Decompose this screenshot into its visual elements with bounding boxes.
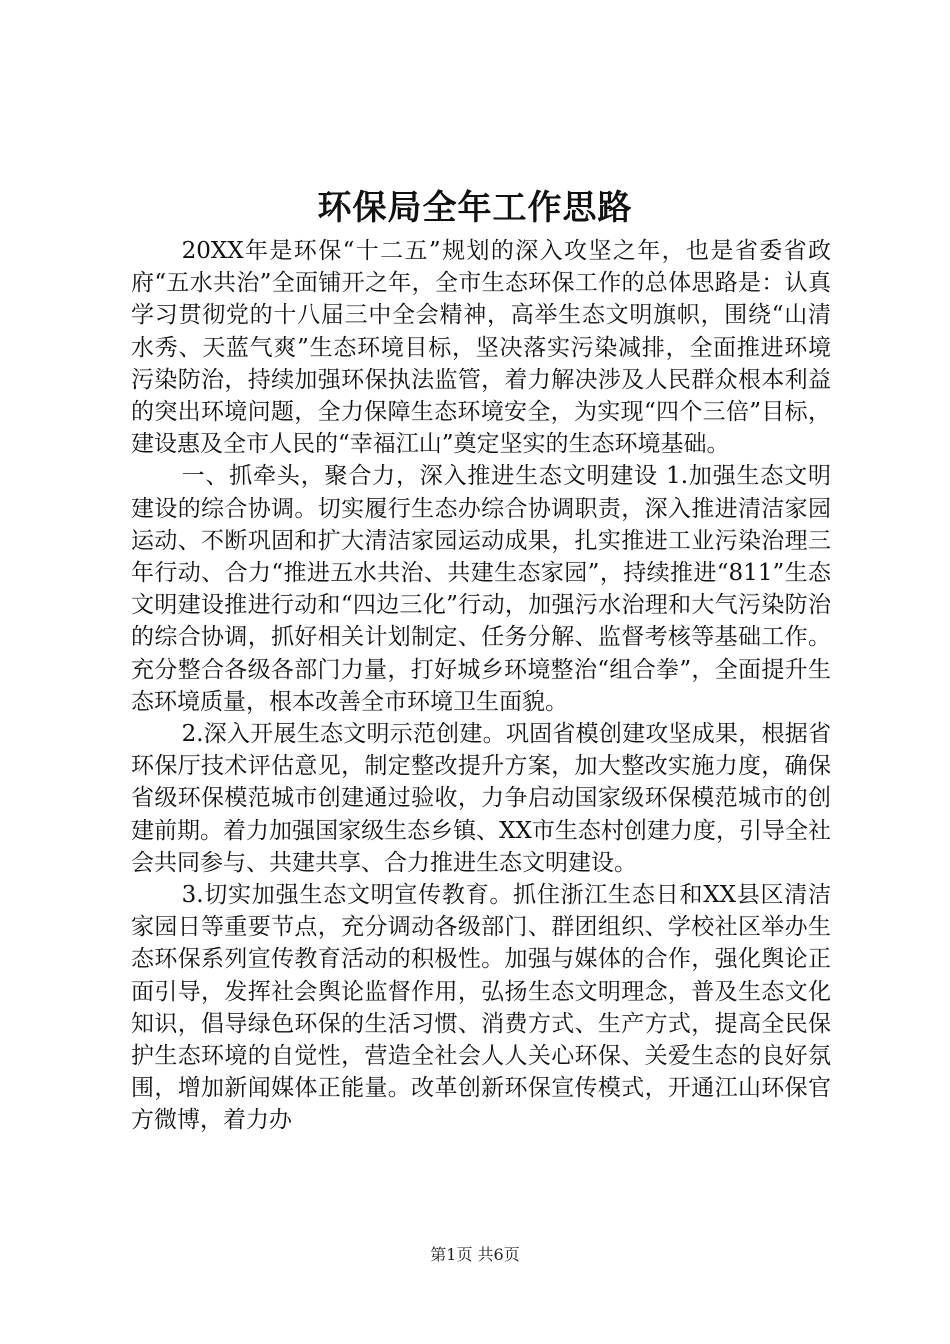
document-body bbox=[131, 235, 831, 1137]
document-title: 环保局全年工作思路 bbox=[317, 188, 633, 228]
page-number-footer: 第1页 共6页 bbox=[430, 1245, 520, 1264]
paragraph-item-2: 2.深入开展生态文明示范创建。巩固省模创建攻坚成果，根据省环保厅技术评估意见，制定整改提升方案，加大整改实施力度，确保省级环保模范城市创建通过验收，力争启动国家级环保模范城市的创建前期。着力加强国家级生态乡镇、XX市生态村创建力度，引导全社会共同参与、共建共享、合力推进生态文明建设。 bbox=[131, 721, 831, 876]
paragraph-intro: 20XX年是环保“十二五”规划的深入攻坚之年，也是省委省政府“五水共治”全面铺开之年，全市生态环保工作的总体思路是：认真学习贯彻党的十八届三中全会精神，高举生态文明旗帜，围绕“山清水秀、天蓝气爽”生态环境目标，坚决落实污染减排，全面推进环境污染防治，持续加强环保执法监管，着力解决涉及人民群众根本利益的突出环境问题，全力保障生态环境安全，为实现“四个三倍”目标，建设惠及全市人民的“幸福江山”奠定坚实的生态环境基础。 bbox=[131, 238, 831, 458]
paragraph-item-3: 3.切实加强生态文明宣传教育。抓住浙江生态日和XX县区清洁家园日等重要节点，充分调动各级部门、群团组织、学校社区举办生态环保系列宣传教育活动的积极性。加强与媒体的合作，强化舆论正面引导，发挥社会舆论监督作用，弘扬生态文明理念，普及生态文化知识，倡导绿色环保的生活习惯、消费方式、生产方式，提高全民保护生态环境的自觉性，营造全社会人人关心环保、关爱生态的良好氛围，增加新闻媒体正能量。改革创新环保宣传模式，开通江山环保官方微博，着力办 bbox=[131, 882, 831, 1134]
paragraph-section-1: 一、抓牵头，聚合力，深入推进生态文明建设 1.加强生态文明建设的综合协调。切实履行生态办综合协调职责，深入推进清洁家园运动、不断巩固和扩大清洁家园运动成果，扎实推进工业污染治理三年行动、合力“推进五水共治、共建生态家园”，持续推进“811”生态文明建设推进行动和“四边三化”行动，加强污水治理和大气污染防治的综合协调，抓好相关计划制定、任务分解、监督考核等基础工作。充分整合各级各部门力量，打好城乡环境整治“组合拳”，全面提升生态环境质量，根本改善全市环境卫生面貌。 bbox=[131, 463, 831, 715]
